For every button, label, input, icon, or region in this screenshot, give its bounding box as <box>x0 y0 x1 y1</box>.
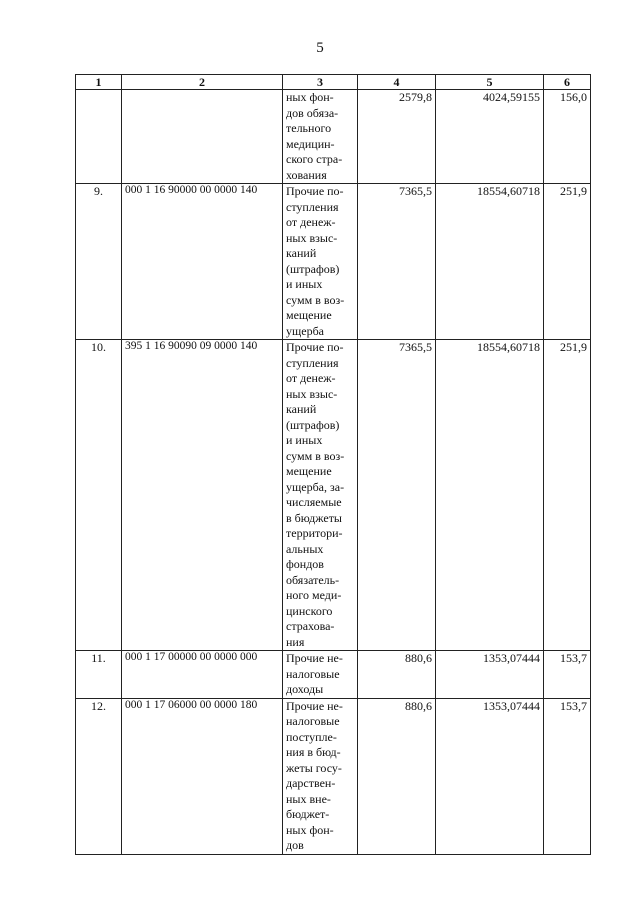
income-name-line: Прочие не- <box>286 698 343 713</box>
income-name-line: цинского <box>286 603 333 618</box>
row-number-cell <box>76 90 122 184</box>
income-name-line: ных вне- <box>286 791 331 806</box>
percent-cell: 153,7 <box>544 651 591 699</box>
income-name-line: (штрафов) <box>286 417 340 432</box>
row-number-cell: 12. <box>76 698 122 854</box>
income-name-cell <box>283 340 358 651</box>
percent-cell: 251,9 <box>544 340 591 651</box>
income-name-line: ского стра- <box>286 152 343 166</box>
income-name-line: поступле- <box>286 729 337 744</box>
income-name-line: и иных <box>286 277 323 291</box>
income-name-line: ущерба, за- <box>286 479 345 494</box>
income-name-cell <box>283 184 358 340</box>
income-name-cell <box>283 651 358 699</box>
income-name-line: ных взыс- <box>286 386 338 401</box>
income-name-line: Прочие не- <box>286 651 343 665</box>
column-header: 4 <box>358 75 436 90</box>
income-name-line: бюджет- <box>286 807 330 821</box>
income-name-line: дарствен- <box>286 776 336 790</box>
income-name-line: налоговые <box>286 666 340 681</box>
actual-value-cell: 18554,60718 <box>436 184 544 340</box>
table-row <box>76 90 591 184</box>
planned-value-cell: 7365,5 <box>358 184 436 340</box>
planned-value-cell: 880,6 <box>358 698 436 854</box>
actual-value-cell: 4024,59155 <box>436 90 544 184</box>
income-name-line: мещение <box>286 308 332 322</box>
income-name-line: ных взыс- <box>286 230 338 245</box>
income-name-line: (штрафов) <box>286 261 340 276</box>
income-name-line: тельного <box>286 121 332 135</box>
income-name-line: сумм в воз- <box>286 292 345 307</box>
percent-cell: 251,9 <box>544 184 591 340</box>
planned-value-cell: 880,6 <box>358 651 436 699</box>
income-name-cell <box>283 698 358 854</box>
income-name-line: числяемые <box>286 495 342 509</box>
budget-code-cell: 000 1 16 90000 00 0000 140 <box>122 184 283 340</box>
income-name-line: медицин- <box>286 136 335 151</box>
income-name-line: жеты госу- <box>286 760 342 775</box>
income-name-line: налоговые <box>286 714 340 728</box>
income-name-line: дов обяза- <box>286 105 339 120</box>
income-name-line: альных <box>286 541 324 556</box>
income-name-line: ния <box>286 634 305 649</box>
page-number: 5 <box>316 40 324 56</box>
income-name-line: Прочие по- <box>286 340 344 354</box>
income-name-line: каний <box>286 246 317 260</box>
column-header: 3 <box>283 75 358 90</box>
actual-value-cell: 1353,07444 <box>436 698 544 854</box>
income-name-line: ступления <box>286 355 339 370</box>
row-number-cell: 10. <box>76 340 122 651</box>
income-name-line: фондов <box>286 557 324 571</box>
income-name-line: страхова- <box>286 619 335 633</box>
percent-cell: 156,0 <box>544 90 591 184</box>
data-table <box>75 74 591 855</box>
column-header: 1 <box>76 75 122 90</box>
row-number-cell: 11. <box>76 651 122 699</box>
income-name-line: обязатель- <box>286 572 340 587</box>
table-row <box>76 340 591 651</box>
income-name-line: сумм в воз- <box>286 448 345 463</box>
table-row <box>76 184 591 340</box>
income-name-line: ния в бюд- <box>286 745 341 759</box>
income-name-line: ного меди- <box>286 588 342 602</box>
actual-value-cell: 1353,07444 <box>436 651 544 699</box>
income-name-line: Прочие по- <box>286 184 344 198</box>
income-name-line: от денеж- <box>286 215 336 229</box>
budget-code-cell: 395 1 16 90090 09 0000 140 <box>122 340 283 651</box>
income-name-line: хования <box>286 167 327 182</box>
income-name-line: мещение <box>286 464 332 478</box>
income-name-line: ных фон- <box>286 90 334 104</box>
header-row <box>76 75 591 90</box>
actual-value-cell: 18554,60718 <box>436 340 544 651</box>
income-name-line: территори- <box>286 526 343 540</box>
income-name-line: доходы <box>286 682 324 696</box>
income-name-line: в бюджеты <box>286 510 342 525</box>
table-body <box>76 90 591 855</box>
column-header: 5 <box>436 75 544 90</box>
planned-value-cell: 7365,5 <box>358 340 436 651</box>
table-row <box>76 651 591 699</box>
column-header: 6 <box>544 75 591 90</box>
percent-cell: 153,7 <box>544 698 591 854</box>
income-name-cell <box>283 90 358 184</box>
income-name-line: и иных <box>286 433 323 447</box>
income-name-line: ных фон- <box>286 822 334 837</box>
budget-code-cell <box>122 90 283 184</box>
income-name-line: от денеж- <box>286 371 336 385</box>
budget-code-cell: 000 1 17 00000 00 0000 000 <box>122 651 283 699</box>
planned-value-cell: 2579,8 <box>358 90 436 184</box>
income-name-line: дов <box>286 838 304 852</box>
income-name-line: ступления <box>286 199 339 214</box>
income-name-line: ущерба <box>286 323 324 338</box>
income-name-line: каний <box>286 402 317 416</box>
row-number-cell: 9. <box>76 184 122 340</box>
column-header: 2 <box>122 75 283 90</box>
budget-code-cell: 000 1 17 06000 00 0000 180 <box>122 698 283 854</box>
table-row <box>76 698 591 854</box>
